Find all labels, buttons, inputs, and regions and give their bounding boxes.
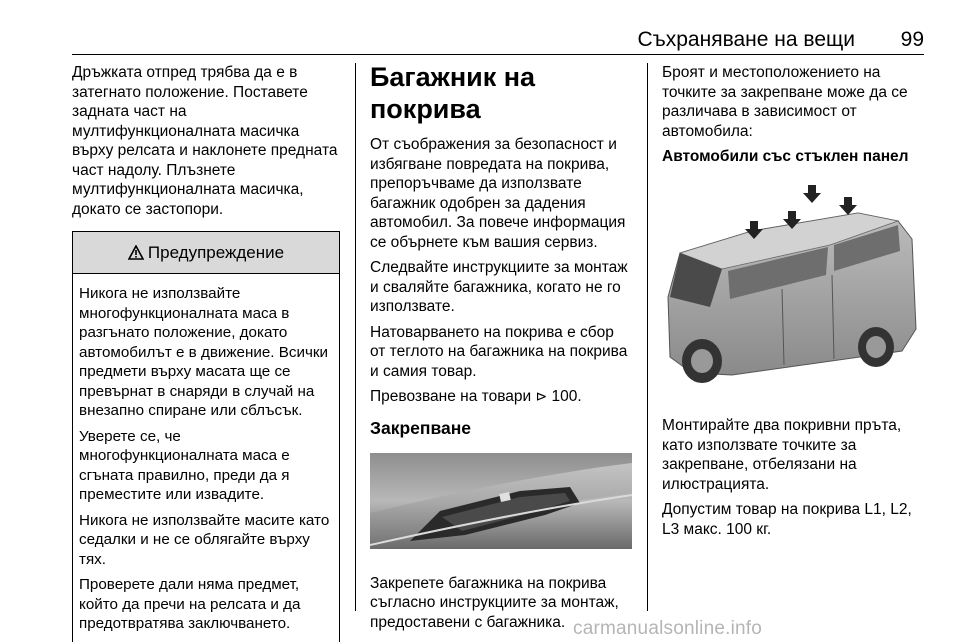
column-divider xyxy=(355,63,356,611)
roof-mount-illustration xyxy=(370,453,632,549)
cross-reference[interactable] xyxy=(370,387,632,407)
warning-triangle-icon xyxy=(128,245,144,260)
reference-page: 100. xyxy=(551,388,582,405)
body-paragraph: Натоварването на покрива е сбор от теглото на багажника на покрива и самия товар. xyxy=(370,323,628,380)
warning-paragraph: Никога не използвайте многофункционалната маса в разгънато положение, докато автомобилът е в движение. Всички предмети върху масата ще се превърнат в снаряди в случай на внезапно спиране или сблъсък. xyxy=(79,285,328,419)
column-divider xyxy=(647,63,648,611)
body-paragraph: От съображения за безопасност и избягване повредата на покрива, препоръчваме да използвате багажник одобрен за дадения автомобил. За повече информация се обърнете към вашия сервиз. xyxy=(370,136,626,251)
intro-paragraph: Броят и местоположението на точките за закрепване може да се различава в зависимост от автомобила: xyxy=(662,64,908,140)
header-divider xyxy=(72,54,924,55)
warning-box xyxy=(72,231,340,642)
warning-header xyxy=(73,232,339,274)
warning-paragraph: Никога не използвайте масите като седалки и не се облягайте върху тях. xyxy=(79,511,330,568)
page-reference-icon: ⊳ xyxy=(535,388,548,404)
watermark: carmanualsonline.info xyxy=(573,618,763,639)
subsection-heading: Автомобили със стъклен панел xyxy=(662,148,909,165)
column-3 xyxy=(662,63,924,545)
intro-paragraph: Дръжката отпред трябва да е в затегнато положение. Поставете задната част на мултифункционалната масичка върху релсата и наклонете предната част надолу. Плъзнете мултифункционалната масичка, докато се застопори. xyxy=(72,64,338,218)
page-number: 99 xyxy=(900,28,924,51)
van-roof-points-illustration xyxy=(662,179,924,389)
warning-body xyxy=(73,274,339,642)
body-paragraph: Монтирайте два покривни пръта, като използвате точките за закрепване, отбелязани на илюстрацията. xyxy=(662,417,902,493)
warning-title: Предупреждение xyxy=(147,242,285,262)
body-paragraph: Допустим товар на покрива L1, L2, L3 макс. 100 кг. xyxy=(662,501,912,538)
column-1 xyxy=(72,63,340,642)
body-paragraph: Следвайте инструкциите за монтаж и сваляйте багажника, когато не го използвате. xyxy=(370,259,628,315)
image-caption: Закрепете багажника на покрива съгласно инструкциите за монтаж, предоставени с багажника. xyxy=(370,574,619,631)
warning-paragraph: Уверете се, че многофункционалната маса е сгъната правилно, преди да я преместите или извадите. xyxy=(79,427,290,503)
page-title: Съхраняване на вещи xyxy=(637,28,855,51)
section-heading: Багажник на покрива xyxy=(370,62,536,124)
reference-text: Превозване на товари xyxy=(370,388,532,405)
page-header xyxy=(0,28,960,56)
warning-paragraph: Проверете дали няма предмет, който да пречи на релсата и да предотвратява заключването. xyxy=(79,576,301,632)
column-2 xyxy=(370,63,632,638)
subsection-heading: Закрепване xyxy=(370,417,472,438)
